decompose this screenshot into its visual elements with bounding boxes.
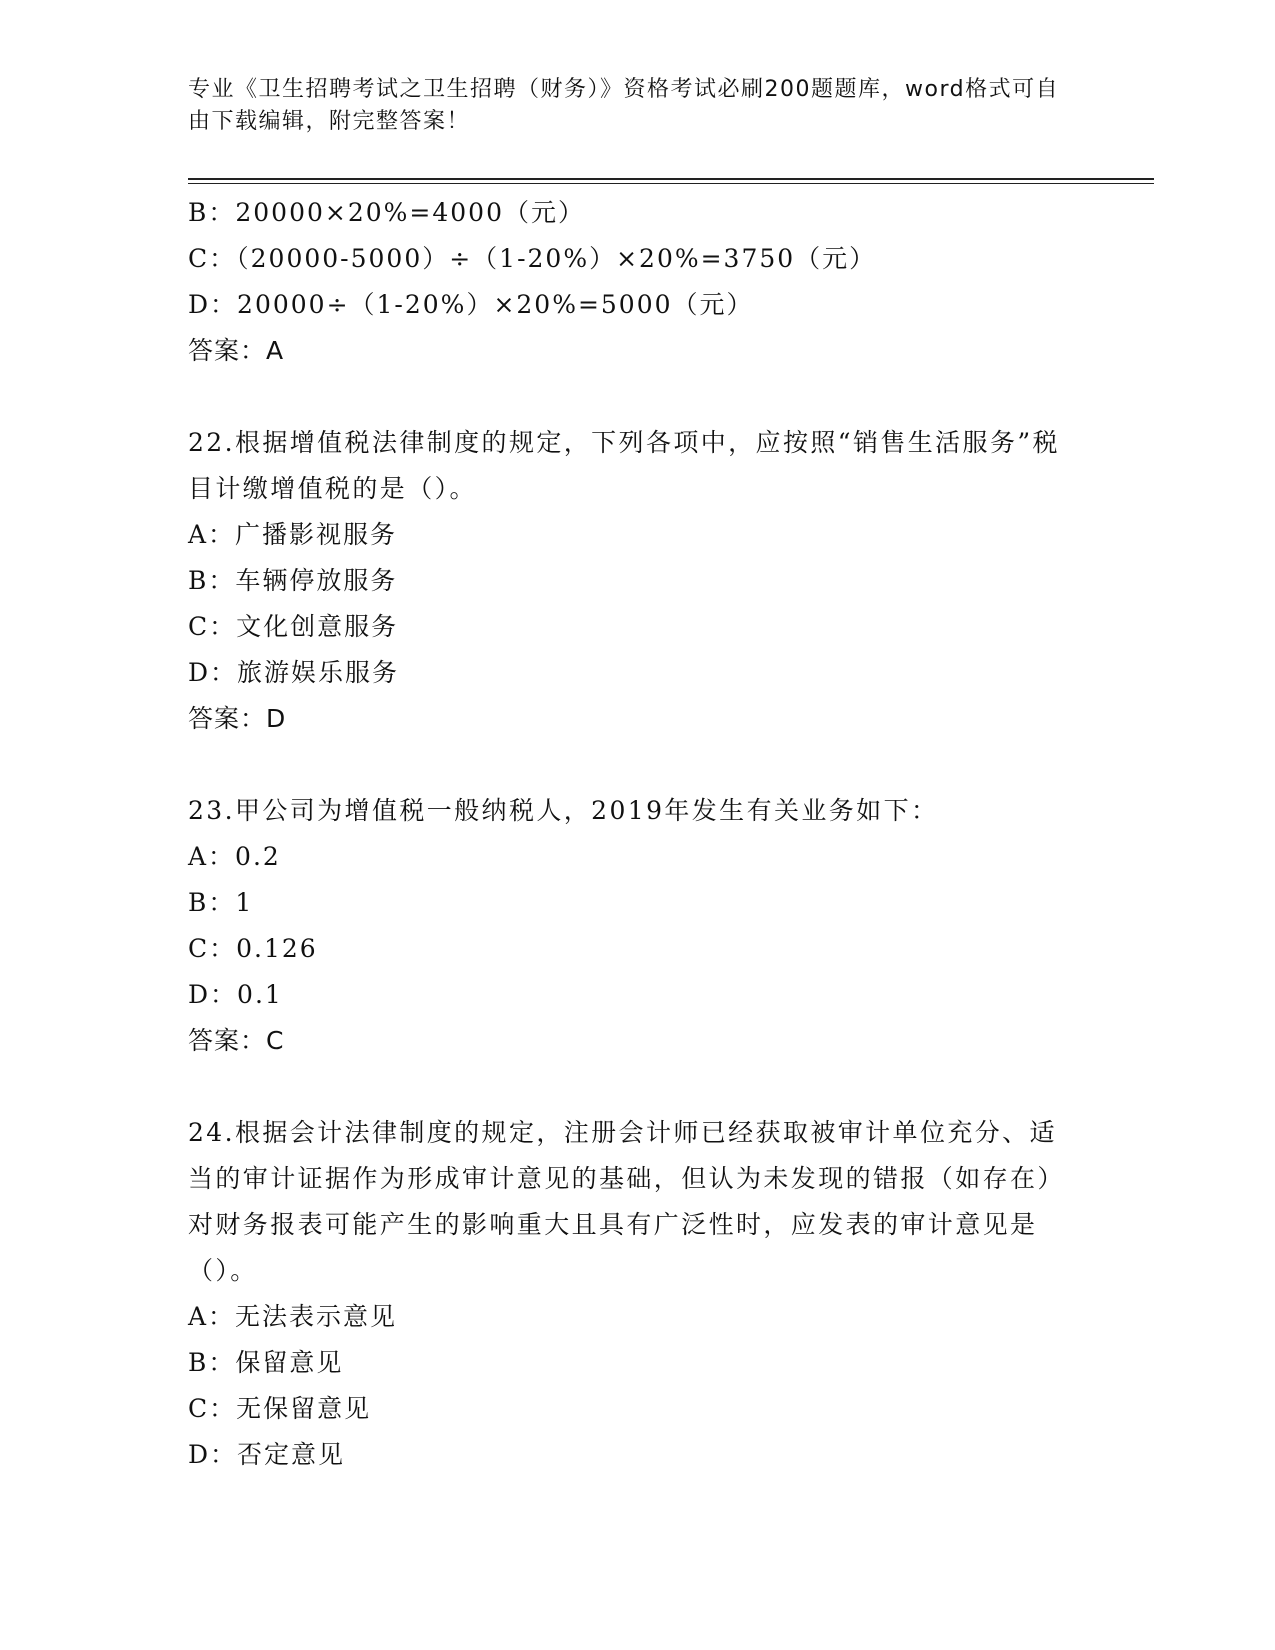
document-body [188, 190, 1088, 1478]
option-a: A：无法表示意见 [188, 1302, 398, 1331]
option-a: A：0.2 [188, 842, 281, 871]
question-24 [188, 1110, 1088, 1478]
spacer [188, 374, 1088, 420]
spacer [188, 742, 1088, 788]
option-c: C：无保留意见 [188, 1394, 372, 1423]
option-c: C：（20000-5000）÷（1-20%）×20%=3750（元） [188, 244, 877, 273]
option-b: B：20000×20%=4000（元） [188, 198, 585, 227]
option-b: B：1 [188, 888, 254, 917]
option-d: D：0.1 [188, 980, 283, 1009]
question-22 [188, 420, 1088, 742]
question-stem: 22.根据增值税法律制度的规定，下列各项中，应按照“销售生活服务”税目计缴增值税的是（）。 [188, 428, 1060, 503]
answer: 答案：C [188, 1026, 285, 1055]
option-c: C：文化创意服务 [188, 612, 399, 641]
header-rule-thin [188, 183, 1154, 184]
option-b: B：车辆停放服务 [188, 566, 398, 595]
option-d: D：20000÷（1-20%）×20%=5000（元） [188, 290, 754, 319]
option-d: D：否定意见 [188, 1440, 346, 1469]
option-b: B：保留意见 [188, 1348, 344, 1377]
option-d: D：旅游娱乐服务 [188, 658, 400, 687]
header-rule-thick [188, 178, 1154, 180]
answer: 答案：D [188, 704, 287, 733]
question-stem: 24.根据会计法律制度的规定，注册会计师已经获取被审计单位充分、适当的审计证据作为形成审计意见的基础，但认为未发现的错报（如存在）对财务报表可能产生的影响重大且具有广泛性时，应发表的审计意见是（）。 [188, 1118, 1065, 1285]
option-a: A：广播影视服务 [188, 520, 398, 549]
page-header: 专业《卫生招聘考试之卫生招聘（财务）》资格考试必刷200题题库，word格式可自由下载编辑，附完整答案！ [188, 77, 1060, 134]
answer: 答案：A [188, 336, 285, 365]
spacer [188, 1064, 1088, 1110]
question-23 [188, 788, 1088, 1064]
question-stem: 23.甲公司为增值税一般纳税人，2019年发生有关业务如下： [188, 796, 939, 825]
question-21-continued [188, 190, 1088, 374]
option-c: C：0.126 [188, 934, 318, 963]
